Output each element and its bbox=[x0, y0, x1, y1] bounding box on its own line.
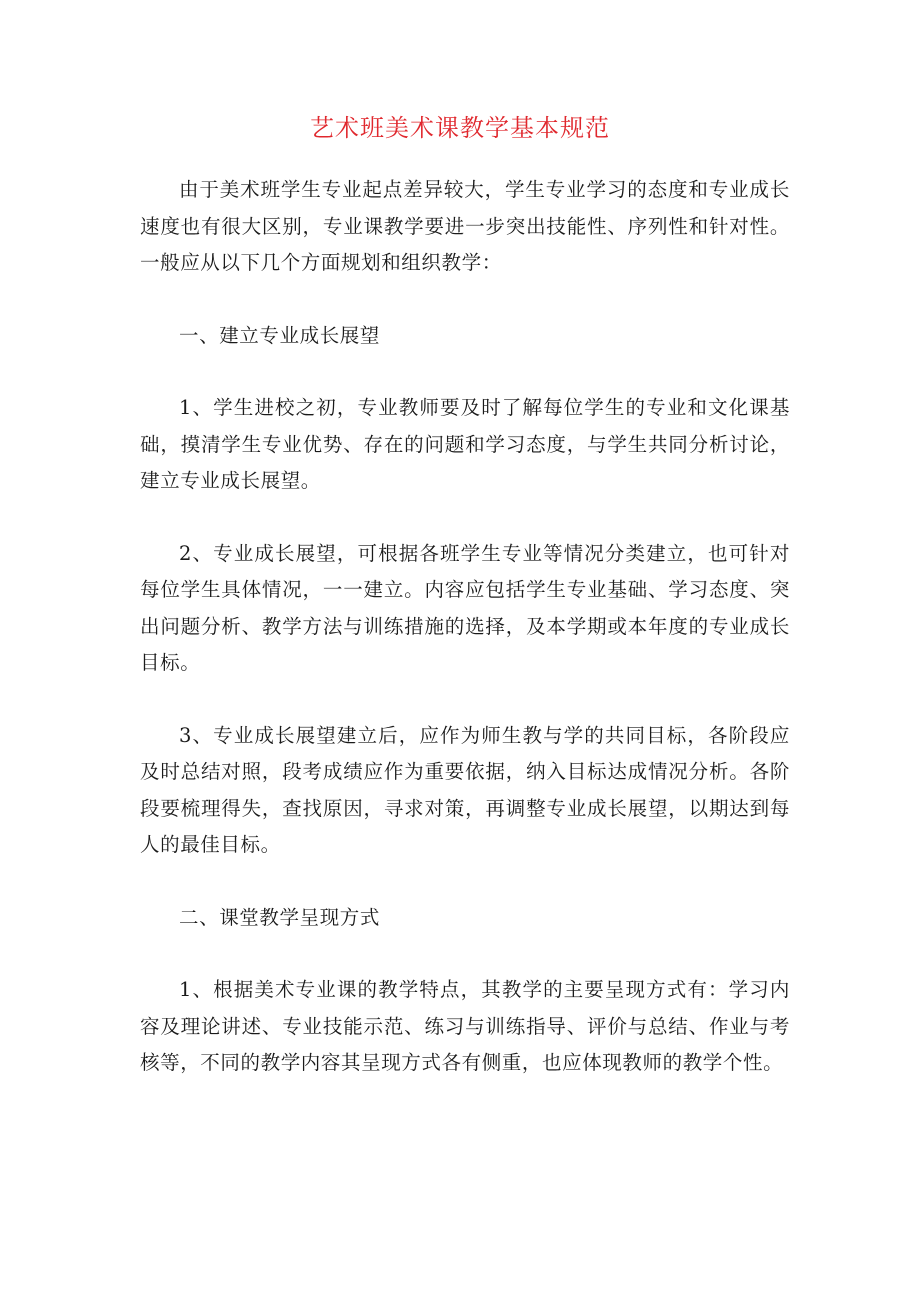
document-body bbox=[140, 172, 790, 1082]
section-1-item-3: 3、专业成长展望建立后，应作为师生教与学的共同目标，各阶段应及时总结对照，段考成绩应作为重要依据，纳入目标达成情况分析。各阶段要梳理得失，查找原因，寻求对策，再调整专业成长展望，以期达到每人的最佳目标。 bbox=[140, 723, 790, 856]
document-title: 艺术班美术课教学基本规范 bbox=[310, 114, 610, 142]
section-heading-2: 二、课堂教学呈现方式 bbox=[179, 905, 381, 929]
intro-paragraph: 由于美术班学生专业起点差异较大，学生专业学习的态度和专业成长速度也有很大区别，专业课教学要进一步突出技能性、序列性和针对性。一般应从以下几个方面规划和组织教学： bbox=[140, 178, 790, 274]
section-1-item-1: 1、学生进校之初，专业教师要及时了解每位学生的专业和文化课基础，摸清学生专业优势、存在的问题和学习态度，与学生共同分析讨论，建立专业成长展望。 bbox=[140, 396, 790, 492]
section-1-item-2: 2、专业成长展望，可根据各班学生专业等情况分类建立，也可针对每位学生具体情况，一一建立。内容应包括学生专业基础、学习态度、突出问题分析、教学方法与训练措施的选择，及本学期或本年度的专业成长目标。 bbox=[140, 541, 790, 674]
section-2-item-1: 1、根据美术专业课的教学特点，其教学的主要呈现方式有：学习内容及理论讲述、专业技能示范、练习与训练指导、评价与总结、作业与考核等，不同的教学内容其呈现方式各有侧重，也应体现教师的教学个性。 bbox=[140, 978, 790, 1074]
section-heading-1: 一、建立专业成长展望 bbox=[179, 323, 381, 347]
